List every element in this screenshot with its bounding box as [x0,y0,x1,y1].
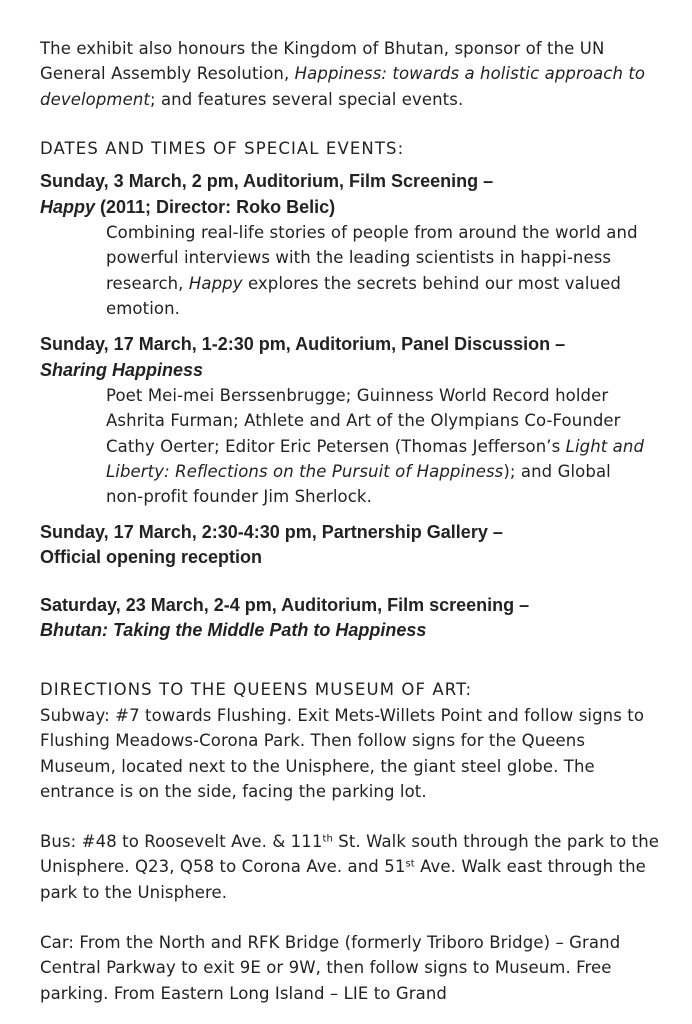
event-1-title: Happy [40,197,96,217]
event-2-title-line [40,358,660,384]
event-1-description: Combining real-life stories of people from around the world and powerful interviews with the leading scientists in happi-ness research, Happy explores the secrets behind our most valued emotion. [106,223,638,318]
intro-paragraph [40,36,660,112]
bus-directions: Bus: #48 to Roosevelt Ave. & 111th St. Walk south through the park to the Unisphere. Q23, Q58 to Corona Ave. and 51st Ave. Walk east through the park to the Unisphere. [40,832,660,902]
intro-text: The exhibit also honours the Kingdom of Bhutan, sponsor of the UN General Assembly Resolution, [40,39,605,84]
event-4-title: Bhutan: Taking the Middle Path to Happiness [40,620,427,640]
car-directions: Car: From the North and RFK Bridge (formerly Triboro Bridge) – Grand Central Parkway to exit 9E or 9W, then follow signs to Museum. Free parking. From Eastern Long Island – LIE to Grand [40,933,621,1003]
events-heading: DATES AND TIMES OF SPECIAL EVENTS: [40,139,405,158]
event-3-line2: Official opening reception [40,547,263,567]
event-1-title-line [40,195,660,221]
event-4-heading: Saturday, 23 March, 2-4 pm, Auditorium, Film screening – [40,595,530,615]
event-2-title: Sharing Happiness [40,360,204,380]
intro-text-end: ; and features several special events. [149,89,464,109]
resolution-title: Happiness: towards a holistic approach to development [40,64,646,109]
directions-heading: DIRECTIONS TO THE QUEENS MUSEUM OF ART: [40,680,473,699]
event-1-heading: Sunday, 3 March, 2 pm, Auditorium, Film Screening – [40,171,494,191]
event-1-title-suffix: (2011; Director: Roko Belic) [95,197,336,217]
event-4-title-line [40,618,660,644]
event-2-description: Poet Mei-mei Berssenbrugge; Guinness World Record holder Ashrita Furman; Athlete and Art of the Olympians Co-Founder Cathy Oerter; Editor Eric Petersen (Thomas Jefferson’s Light and Liberty: Reflections on the Pursuit of Happiness); and Global non-profit founder Jim Sherlock. [106,386,645,507]
event-2-heading: Sunday, 17 March, 1-2:30 pm, Auditorium, Panel Discussion – [40,334,566,354]
subway-directions: Subway: #7 towards Flushing. Exit Mets-Willets Point and follow signs to Flushing Meadows-Corona Park. Then follow signs for the Queens Museum, located next to the Unisphere, the giant steel globe. The entrance is on the side, facing the parking lot. [40,706,645,802]
event-3-heading: Sunday, 17 March, 2:30-4:30 pm, Partnership Gallery – [40,522,503,542]
